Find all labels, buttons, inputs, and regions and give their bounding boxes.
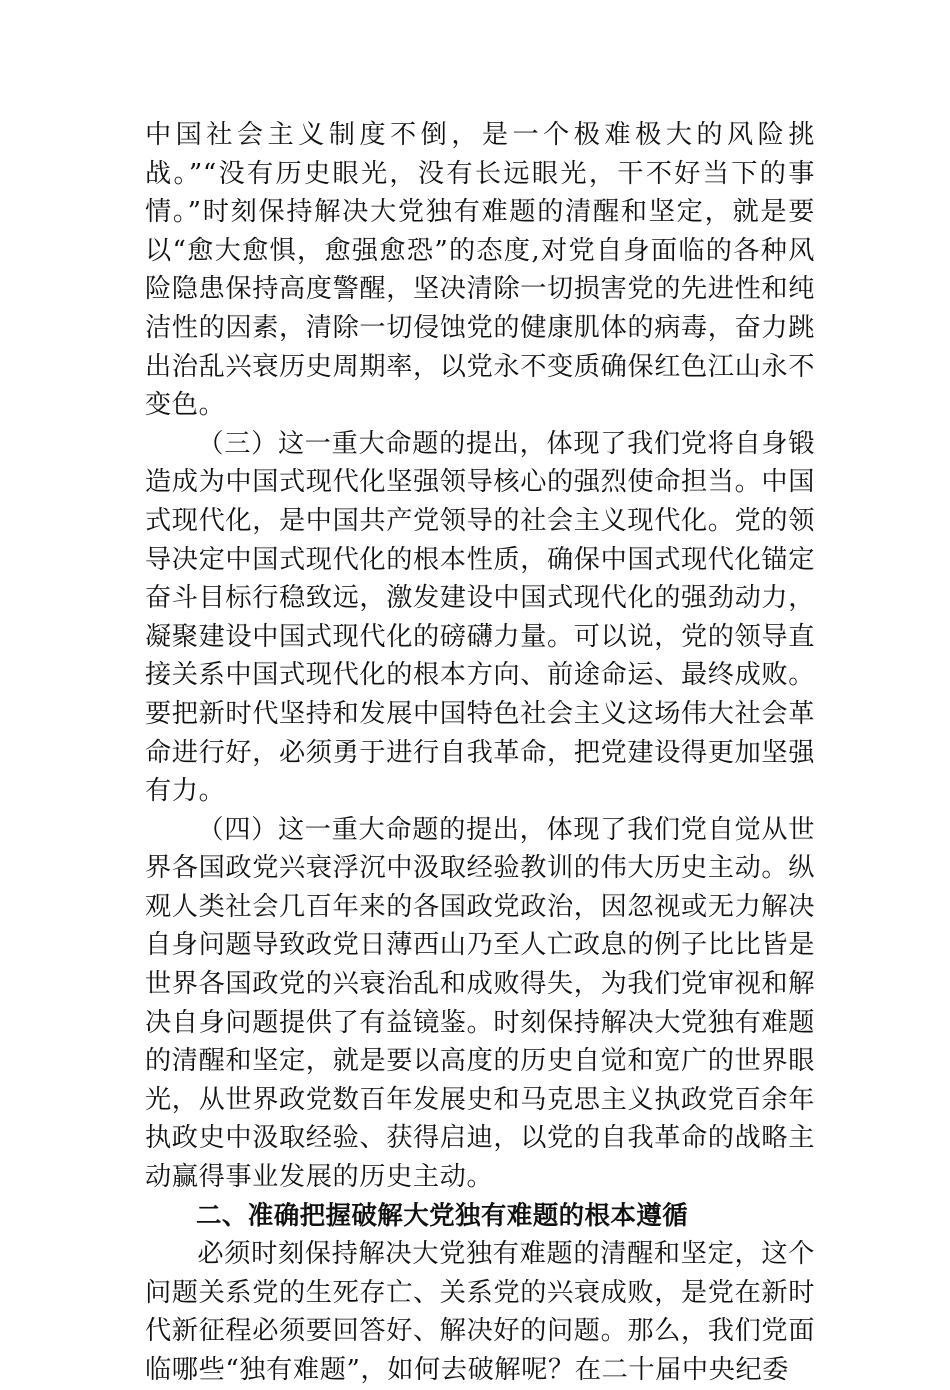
paragraph-section-four: （四）这一重大命题的提出，体现了我们党自觉从世界各国政党兴衰浮沉中汲取经验教训的伟大历史主动。纵观人类社会几百年来的各国政党政治，因忽视或无力解决自身问题导致政党日薄西山乃至人亡政息的例子比比皆是世界各国政党的兴衰治乱和成败得失，为我们党审视和解决自身问题提供了有益镜鉴。时刻保持解决大党独有难题的清醒和坚定，就是要以高度的历史自觉和宽广的世界眼光，从世界政党数百年发展史和马克思主义执政党百余年执政史中汲取经验、获得启迪，以党的自我革命的战略主动赢得事业发展的历史主动。 [145, 814, 815, 1193]
paragraph-section-three: （三）这一重大命题的提出，体现了我们党将自身锻造成为中国式现代化坚强领导核心的强烈使命担当。中国式现代化，是中国共产党领导的社会主义现代化。党的领导决定中国式现代化的根本性质，确保中国式现代化锚定奋斗目标行稳致远，激发建设中国式现代化的强劲动力，凝聚建设中国式现代化的磅礴力量。可以说，党的领导直接关系中国式现代化的根本方向、前途命运、最终成败。要把新时代坚持和发展中国特色社会主义这场伟大社会革命进行好，必须勇于进行自我革命，把党建设得更加坚强有力。 [145, 428, 815, 807]
section-heading: 二、准确把握破解大党独有难题的根本遵循 [196, 1200, 689, 1231]
paragraph-section-two-intro: 必须时刻保持解决大党独有难题的清醒和坚定，这个问题关系党的生死存亡、关系党的兴衰成败，是党在新时代新征程必须要回答好、解决好的问题。那么，我们党面临哪些“独有难题”，如何去破解呢？在二十届中央纪委 [145, 1239, 815, 1385]
document-page [145, 116, 815, 1390]
paragraph-continuation: 中国社会主义制度不倒，是一个极难极大的风险挑战。”“没有历史眼光，没有长远眼光，干不好当下的事情。”时刻保持解决大党独有难题的清醒和坚定，就是要以“愈大愈惧，愈强愈恐”的态度,对党自身面临的各种风险隐患保持高度警醒，坚决清除一切损害党的先进性和纯洁性的因素，清除一切侵蚀党的健康肌体的病毒，奋力跳出治乱兴衰历史周期率，以党永不变质确保红色江山永不变色。 [145, 120, 815, 421]
